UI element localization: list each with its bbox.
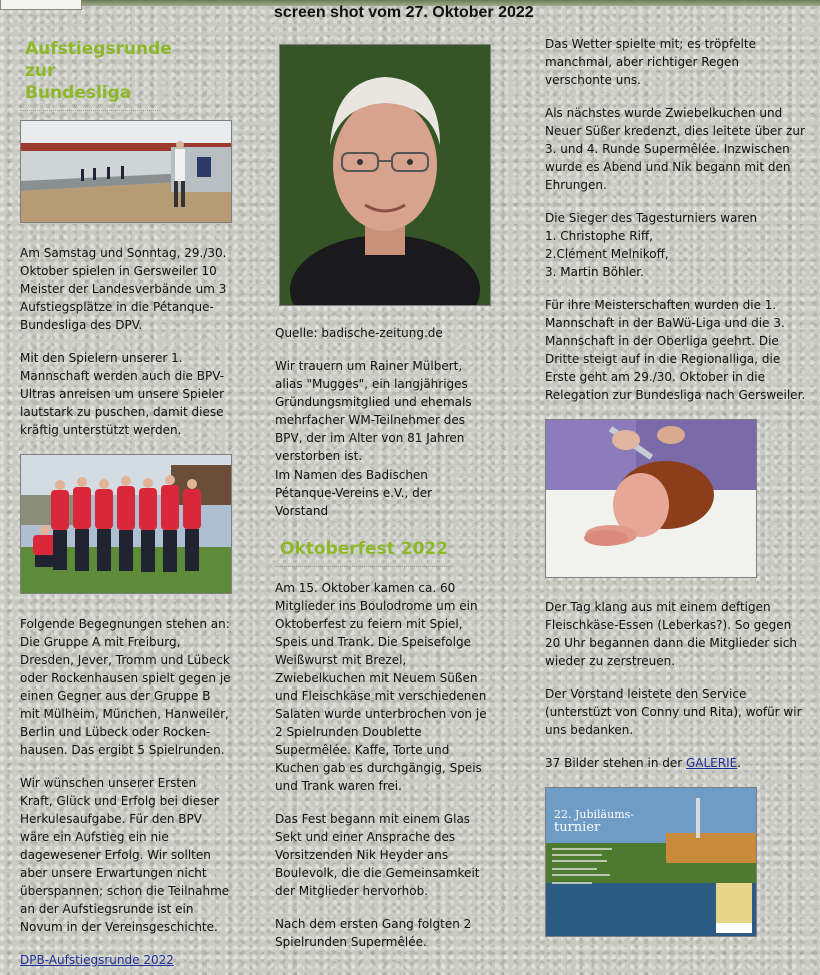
dpb-aufstiegsrunde-link[interactable]: DPB-Aufstiegsrunde 2022 (20, 953, 174, 967)
middle-column (275, 44, 487, 966)
middle-paragraph-2: Das Fest begann mit einem Glas Sekt und einer Ansprache des Vorsitzenden Nik Heyder ans Boulevolk, die die Gemeinsamkeit der Mitglieder hervorhob. (275, 812, 480, 898)
top-tab[interactable] (0, 0, 82, 10)
poster-title: 22. Jubiläums- turnier (554, 808, 634, 835)
heading-aufstiegsrunde: Aufstiegsrunde zur Bundesliga (20, 38, 158, 111)
photo-boulodrome-hall (20, 120, 232, 223)
gallery-line: 37 Bilder stehen in der GALERIE. (545, 756, 742, 770)
right-paragraph-1: Das Wetter spielte mit; es tröpfelte manchmal, aber richtiger Regen verschonte uns. (545, 37, 756, 87)
middle-paragraph-1: Am 15. Oktober kamen ca. 60 Mitglieder ins Boulodrome um ein Oktoberfest zu feiern mit Spiel, Speis und Trank. Die Speisefolge Weißwurst mit Brezel, Zwiebelkuchen mit Neuem Süßen und Fleischkäse mit verschiedenen Salaten wurde unterbrochen von je 2 Spielrunden Doublette Supermêlée. Kaffe, Torte und Kuchen gab es durchgängig, Speis und Trank waren frei. (275, 581, 487, 793)
photo-portrait-rainer-muelbert (279, 44, 491, 306)
left-paragraph-1: Am Samstag und Sonntag, 29./30. Oktober spielen in Gersweiler 10 Meister der Landesverbände um 3 Aufstiegsplätze in die Pétanque-Bundesliga des DPV. (20, 246, 227, 332)
winner-1: 1. Christophe Riff, (545, 229, 653, 243)
left-column (20, 38, 232, 969)
right-paragraph-3: Für ihre Meisterschaften wurden die 1. Mannschaft in der BaWü-Liga und die 3. Mannschaft in der Oberliga geehrt. Die Dritte steigt auf in die Regionalliga, die Erste geht am 29./30. Oktober in die Relegation zur Bundesliga nach Gersweiler. (545, 298, 806, 402)
obituary-signature: Im Namen des Badischen Pétanque-Vereins e.V., der Vorstand (275, 468, 433, 518)
screenshot-label: screen shot vom 27. Oktober 2022 (274, 4, 534, 21)
winner-3: 3. Martin Böhler. (545, 265, 644, 279)
left-paragraph-4: Wir wünschen unserer Ersten Kraft, Glück und Erfolg bei dieser Herkulesaufgabe. Für den BPV wäre ein Aufstieg ein nie dagewesener Erfolg. Wir sollten aber unsere Erwartungen nicht überspannen; schon die Teilnahme an der Aufstiegsrunde ist ein Novum in der Vereinsgeschichte. (20, 776, 230, 934)
left-paragraph-3: Folgende Begegnungen stehen an: Die Gruppe A mit Freiburg, Dresden, Jever, Tromm und Lübeck oder Rockenhausen spielt gegen je einen Gegner aus der Gruppe B mit Mülheim, München, Hanweiler, Berlin und Lübeck oder Rocken-hausen. Das ergibt 5 Spielrunden. (20, 617, 231, 757)
right-column (545, 35, 807, 937)
photo-team-group (20, 454, 232, 594)
poster-jubilaeumsturnier (545, 787, 757, 937)
galerie-link[interactable]: GALERIE (685, 756, 738, 770)
right-paragraph-4: Der Tag klang aus mit einem deftigen Fleischkäse-Essen (Leberkas?). So gegen 20 Uhr begannen dann die Mitglieder sich wieder zu zerstreuen. (545, 600, 797, 668)
right-paragraph-2: Als nächstes wurde Zwiebelkuchen und Neuer Süßer kredenzt, dies leitete über zur 3. und 4. Runde Supermêlée. Inzwischen wurde es Abend und Nik begann mit den Ehrungen. (545, 106, 805, 192)
photo-source: Quelle: badische-zeitung.de (275, 326, 443, 340)
heading-oktoberfest: Oktoberfest 2022 (275, 538, 453, 567)
winners-intro: Die Sieger des Tagesturniers waren (545, 211, 758, 225)
right-paragraph-5: Der Vorstand leistete den Service (unterstüzt von Conny und Rita), wofür wir uns bedanken. (545, 687, 802, 737)
winner-2: 2.Clément Melnikoff, (545, 247, 669, 261)
photo-fleischkaese (545, 419, 757, 578)
middle-paragraph-3: Nach dem ersten Gang folgten 2 Spielrunden Supermêlée. (275, 917, 472, 949)
left-paragraph-2: Mit den Spielern unserer 1. Mannschaft werden auch die BPV-Ultras anreisen um unsere Spieler lautstark zu puschen, damit diese kräftig unterstützt werden. (20, 351, 225, 437)
obituary-paragraph: Wir trauern um Rainer Mülbert, alias "Mugges", ein langjähriges Gründungsmitglied und ehemals mehrfacher WM-Teilnehmer des BPV, der im Alter von 81 Jahren verstorben ist. (275, 359, 472, 463)
